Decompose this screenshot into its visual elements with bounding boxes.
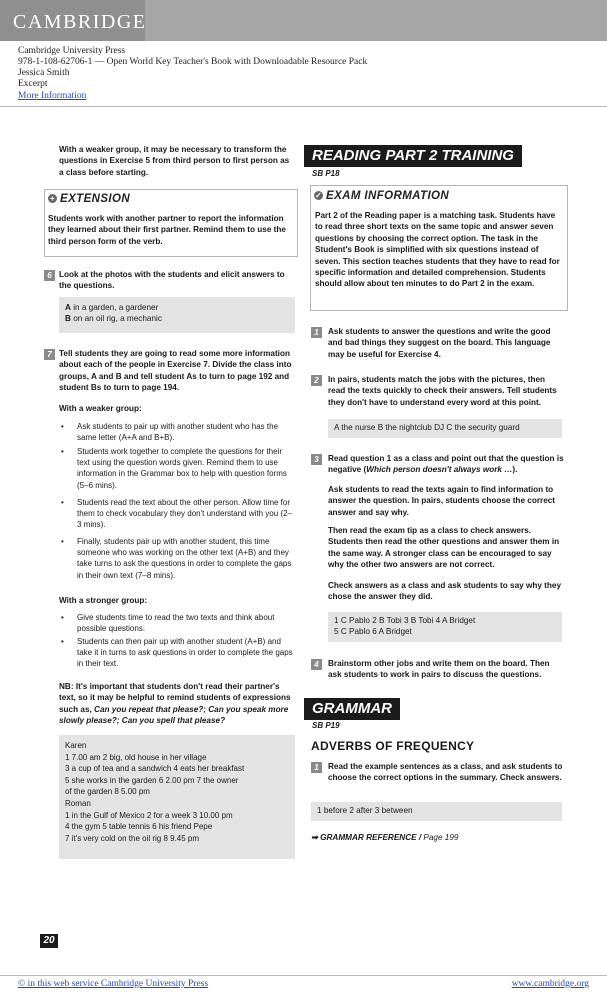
weaker-label: With a weaker group: xyxy=(59,404,142,413)
grammar-reference-label: GRAMMAR REFERENCE xyxy=(320,833,417,842)
reading-ex3-paragraph-4: Check answers as a class and ask students to say why they chose the answer they did. xyxy=(328,581,561,602)
intro-text: With a weaker group, it may be necessary to transform the questions in Exercise 5 from third person to first person as a class before starting. xyxy=(59,145,290,177)
reading-ex2-number: 2 xyxy=(311,375,322,386)
grammar-title: ADVERBS OF FREQUENCY xyxy=(311,739,475,753)
grammar-ex1-number: 1 xyxy=(311,762,322,773)
cambridge-logo xyxy=(0,0,145,41)
book-title: 978-1-108-62706-1 — Open World Key Teacher's Book with Downloadable Resource Pack xyxy=(18,57,368,67)
grammar-sb-page: SB P19 xyxy=(312,721,340,730)
exercise-6-text: Look at the photos with the students and elicit answers to the questions. xyxy=(59,270,285,291)
roman-label: Roman xyxy=(65,798,91,808)
reading-ex2-text: In pairs, students match the jobs with the pictures, then read the texts quickly to check their answers. Tell students they don't have to understand every word at this point. xyxy=(328,375,557,407)
reading-ex3-text: Read question 1 as a class and point out that the question is negative (Which person doesn't always work …). xyxy=(328,454,564,475)
karen-label: Karen xyxy=(65,741,87,750)
cambridge-site-link[interactable]: www.cambridge.org xyxy=(511,979,589,989)
logo-text: CAMBRIDGE xyxy=(13,11,147,33)
stronger-bullet-2: • Students can then pair up with another student (A+B) and take it in turns to ask questions in order to complete the gaps in their text. xyxy=(61,637,293,669)
exercise-7-number: 7 xyxy=(44,349,55,360)
extension-text: Students work with another partner to report the information they learned about their first partner. Remind them to use the third person form of the verb. xyxy=(48,214,286,246)
grammar-reference-page: Page 199 xyxy=(423,833,459,842)
grammar-ex1-text: Read the example sentences as a class, and ask students to choose the correct options in the summary. Check answers. xyxy=(328,762,563,783)
grammar-reference[interactable]: ➡ GRAMMAR REFERENCE / Page 199 xyxy=(311,833,459,842)
plus-icon: + xyxy=(49,194,56,203)
reading-ex4-text: Brainstorm other jobs and write them on the board. Then ask students to work in pairs to discuss the questions. xyxy=(328,659,550,680)
reading-banner: READING PART 2 TRAINING xyxy=(304,145,522,167)
karen-line-1: 1 7.00 am 2 big, old house in her village xyxy=(65,752,207,762)
exam-info-title-text: EXAM INFORMATION xyxy=(326,190,450,202)
footer-divider xyxy=(0,975,607,976)
exam-info-title xyxy=(314,190,449,202)
author: Jessica Smith xyxy=(18,68,70,78)
reading-ex3-answers-line-1: 1 C Pablo 2 B Tobi 3 B Tobi 4 A Bridget xyxy=(334,616,476,625)
weaker-bullet-1: • Ask students to pair up with another student who has the same letter (A+A and B+B). xyxy=(61,422,279,443)
exercise-7-answer-key xyxy=(59,735,295,859)
roman-line-3: 7 it's very cold on the oil rig 8 9.45 pm xyxy=(65,833,200,843)
roman-line-1: 1 in the Gulf of Mexico 2 for a week 3 10.00 pm xyxy=(65,810,233,820)
grammar-ex1-answers: 1 before 2 after 3 between xyxy=(311,802,562,821)
header-divider xyxy=(0,106,607,107)
reading-ex3-answers-line-2: 5 C Pablo 6 A Bridget xyxy=(334,627,412,637)
exercise-6-answers xyxy=(59,297,295,333)
check-icon: ✓ xyxy=(314,191,323,200)
weaker-bullet-2: • Students work together to complete the questions for their text using the question words given. Remind them to use information in the Grammar box to help with question forms (5–6 mins). xyxy=(61,447,287,490)
karen-line-3: 5 she works in the garden 6 2.00 pm 7 the owner xyxy=(65,775,239,785)
weaker-bullet-3: • Students read the text about the other person. Allow time for them to check vocabulary they don't understand with you (2–3 mins). xyxy=(61,498,292,530)
arrow-right-icon: ➡ xyxy=(311,833,321,842)
karen-line-2: 3 a cup of tea and a sandwich 4 eats her breakfast xyxy=(65,764,245,774)
publisher: Cambridge University Press xyxy=(18,46,126,56)
weaker-bullet-4: • Finally, students pair up with another student, this time someone who was working on the other text (A+B) and they take turns to ask the questions in order to complete the gaps in their own text (7–8 mins). xyxy=(61,537,292,580)
reading-ex3-paragraph-3: Then read the exam tip as a class to check answers. Students then read the other questions and answer them in the same way. A stronger class can be encouraged to say why the other two answers are not correct. xyxy=(328,526,560,570)
reading-ex4-number: 4 xyxy=(311,659,322,670)
reading-ex3-number: 3 xyxy=(311,454,322,465)
reading-ex3-answers xyxy=(328,612,562,642)
exercise-7-text: Tell students they are going to read some more information about each of the people in Exercise 7. Divide the class into groups, A and B and tell student As to turn to page 192 and student Bs to turn to page 194. xyxy=(59,349,292,393)
extension-title-text: EXTENSION xyxy=(60,193,131,205)
exercise-6-number: 6 xyxy=(44,270,55,281)
answer-b: B on an oil rig, a mechanic xyxy=(65,314,162,324)
nb-note: NB: It's important that students don't read their partner's text, so it may be helpful to remind students of expressions such as, Can you repeat that please?; Can you speak more slowly please?; Can you spell that please? xyxy=(59,682,291,726)
more-information-link[interactable]: More Information xyxy=(18,91,87,101)
karen-line-4: of the garden 8 5.00 pm xyxy=(65,787,150,797)
grammar-banner: GRAMMAR xyxy=(304,698,400,720)
reading-ex3-paragraph-2: Ask students to read the texts again to find information to answer the question. In pairs, students choose the correct answer and say why. xyxy=(328,485,556,517)
copyright-link[interactable]: © in this web service Cambridge University Press xyxy=(18,979,209,989)
excerpt-label: Excerpt xyxy=(18,79,48,89)
reading-ex2-answers: A the nurse B the nightclub DJ C the security guard xyxy=(328,419,562,438)
reading-ex1-number: 1 xyxy=(311,327,322,338)
roman-line-2: 4 the gym 5 table tennis 6 his friend Pepe xyxy=(65,822,213,832)
reading-ex1-text: Ask students to answer the questions and write the good and bad things they suggest on the board. This language may be useful for Exercise 4. xyxy=(328,327,551,359)
reading-sb-page: SB P18 xyxy=(312,169,340,178)
stronger-label: With a stronger group: xyxy=(59,596,148,605)
answer-a: A in a garden, a gardener xyxy=(65,303,159,312)
exam-info-text: Part 2 of the Reading paper is a matching task. Students have to read three short texts on the same topic and answer seven questions by choosing the correct option. The task in the Student's Book is simplified with six questions instead of seven. This section teaches students that they have to read for specific information and detailed comprehension. Students should allow about ten minutes to do Part 2 in the exam. xyxy=(315,211,560,289)
stronger-bullet-1: • Give students time to read the two texts and think about possible questions. xyxy=(61,613,275,634)
extension-title xyxy=(48,193,130,205)
page-number: 20 xyxy=(40,934,58,948)
